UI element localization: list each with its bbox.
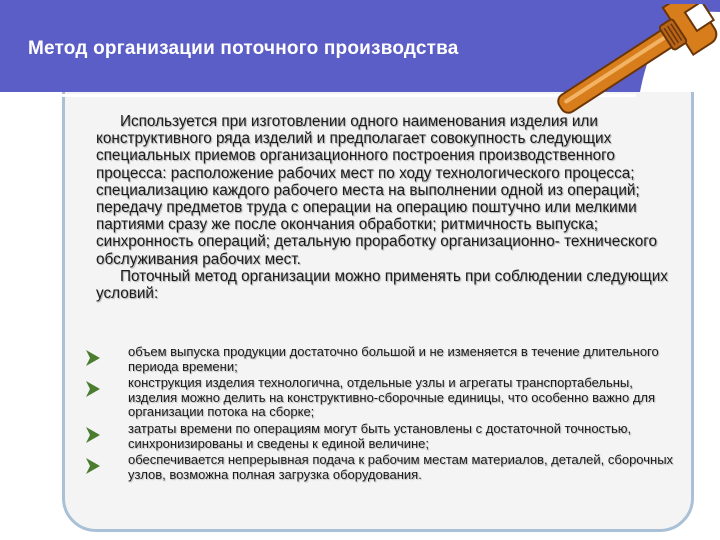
- intro-text: [96, 113, 678, 302]
- condition-text: объем выпуска продукции достаточно большой и не изменяется в течение длительного периода времени;: [128, 344, 659, 374]
- wrench-icon: [536, 4, 720, 116]
- arrowhead-check-icon: [84, 349, 102, 367]
- intro-paragraph-2: Поточный метод организации можно применять при соблюдении следующих условий:: [96, 267, 668, 303]
- condition-text: затраты времени по операциям могут быть установлены с достаточной точностью, синхронизированы и сведены к единой величине;: [128, 420, 632, 451]
- list-item: [84, 376, 684, 420]
- arrowhead-check-icon: [84, 426, 102, 444]
- list-item: [84, 345, 684, 374]
- arrowhead-check-icon: [84, 457, 102, 475]
- conditions-list: [84, 345, 684, 484]
- list-item: [84, 422, 684, 451]
- arrowhead-check-icon: [84, 380, 102, 398]
- intro-paragraph-1: Используется при изготовлении одного наименования изделия или конструктивного ряда изделий и предполагает совокупность следующих специальных приемов организационного построения производственного процесса: расположение рабочих мест по ходу технологического процесса; специализацию каждого рабочего места на выполнении одной из операций; передачу предметов труда с операции на операцию поштучно или мелкими партиями сразу же после окончания обработки; ритмичность выпуска; синхронность операций; детальную проработку организационно- технического обслуживания рабочих мест.: [96, 113, 657, 268]
- slide-title: Метод организации поточного производства: [28, 38, 459, 59]
- list-item: [84, 453, 684, 482]
- condition-text: конструкция изделия технологична, отдельные узлы и агрегаты транспортабельны, изделия можно делить на конструктивно-сборочные единицы, что особенно важно для организации потока на сборке;: [128, 375, 656, 420]
- condition-text: обеспечивается непрерывная подача к рабочим местам материалов, деталей, сборочных узлов, возможна полная загрузка оборудования.: [128, 452, 674, 482]
